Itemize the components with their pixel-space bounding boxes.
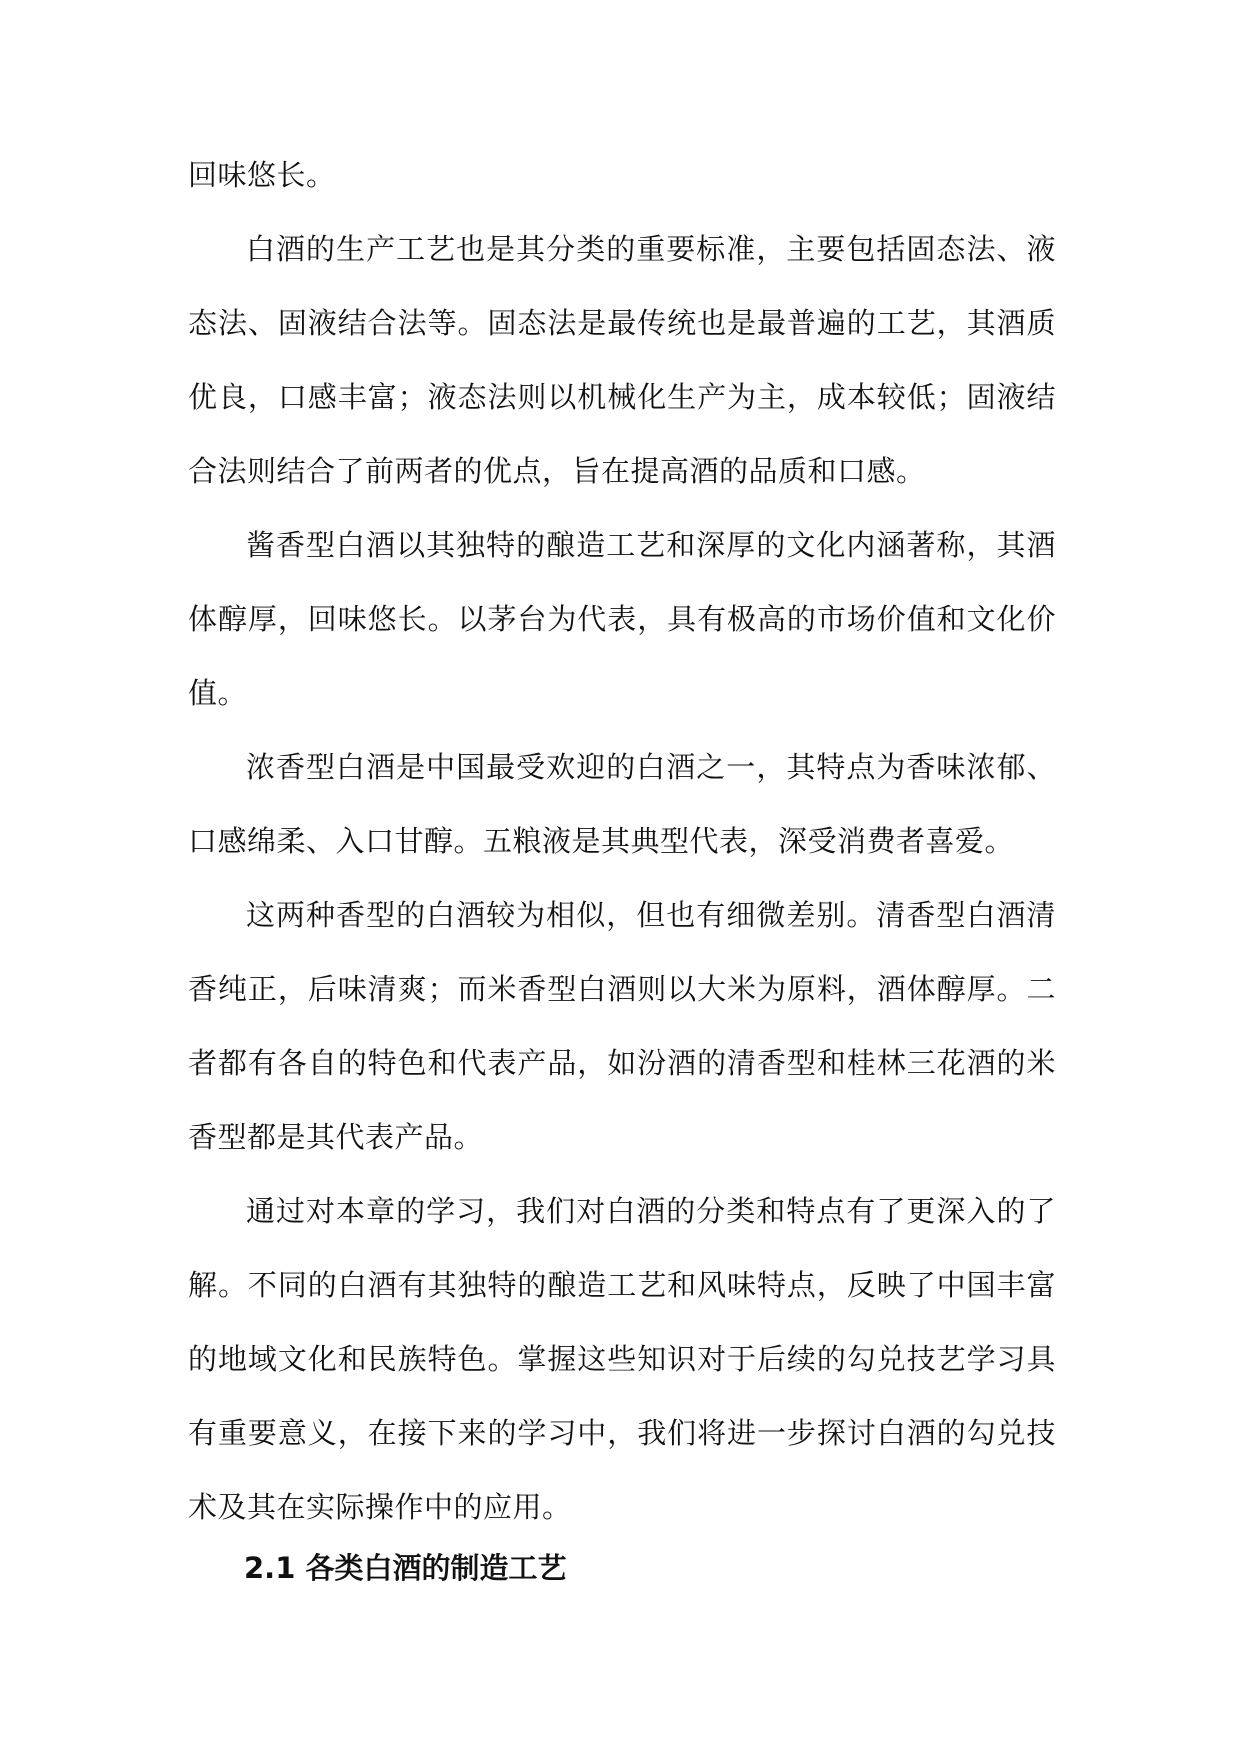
body-text — [188, 138, 1056, 1544]
section-heading: 2.1 各类白酒的制造工艺 — [244, 1551, 567, 1585]
paragraph-light-rice-aroma: 这两种香型的白酒较为相似，但也有细微差别。清香型白酒清香纯正，后味清爽；而米香型白酒则以大米为原料，酒体醇厚。二者都有各自的特色和代表产品，如汾酒的清香型和桂林三花酒的米香型都是其代表产品。 — [188, 898, 1056, 1154]
paragraph-sauce-aroma: 酱香型白酒以其独特的酿造工艺和深厚的文化内涵著称，其酒体醇厚，回味悠长。以茅台为代表，具有极高的市场价值和文化价值。 — [188, 528, 1056, 710]
paragraph-strong-aroma: 浓香型白酒是中国最受欢迎的白酒之一，其特点为香味浓郁、口感绵柔、入口甘醇。五粮液是其典型代表，深受消费者喜爱。 — [188, 750, 1056, 858]
paragraph-production-process: 白酒的生产工艺也是其分类的重要标准，主要包括固态法、液态法、固液结合法等。固态法是最传统也是最普遍的工艺，其酒质优良，口感丰富；液态法则以机械化生产为主，成本较低；固液结合法则结合了前两者的优点，旨在提高酒的品质和口感。 — [188, 232, 1056, 488]
paragraph-chapter-summary: 通过对本章的学习，我们对白酒的分类和特点有了更深入的了解。不同的白酒有其独特的酿造工艺和风味特点，反映了中国丰富的地域文化和民族特色。掌握这些知识对于后续的勾兑技艺学习具有重要意义，在接下来的学习中，我们将进一步探讨白酒的勾兑技术及其在实际操作中的应用。 — [188, 1194, 1056, 1524]
paragraph-continuation: 回味悠长。 — [188, 158, 336, 192]
